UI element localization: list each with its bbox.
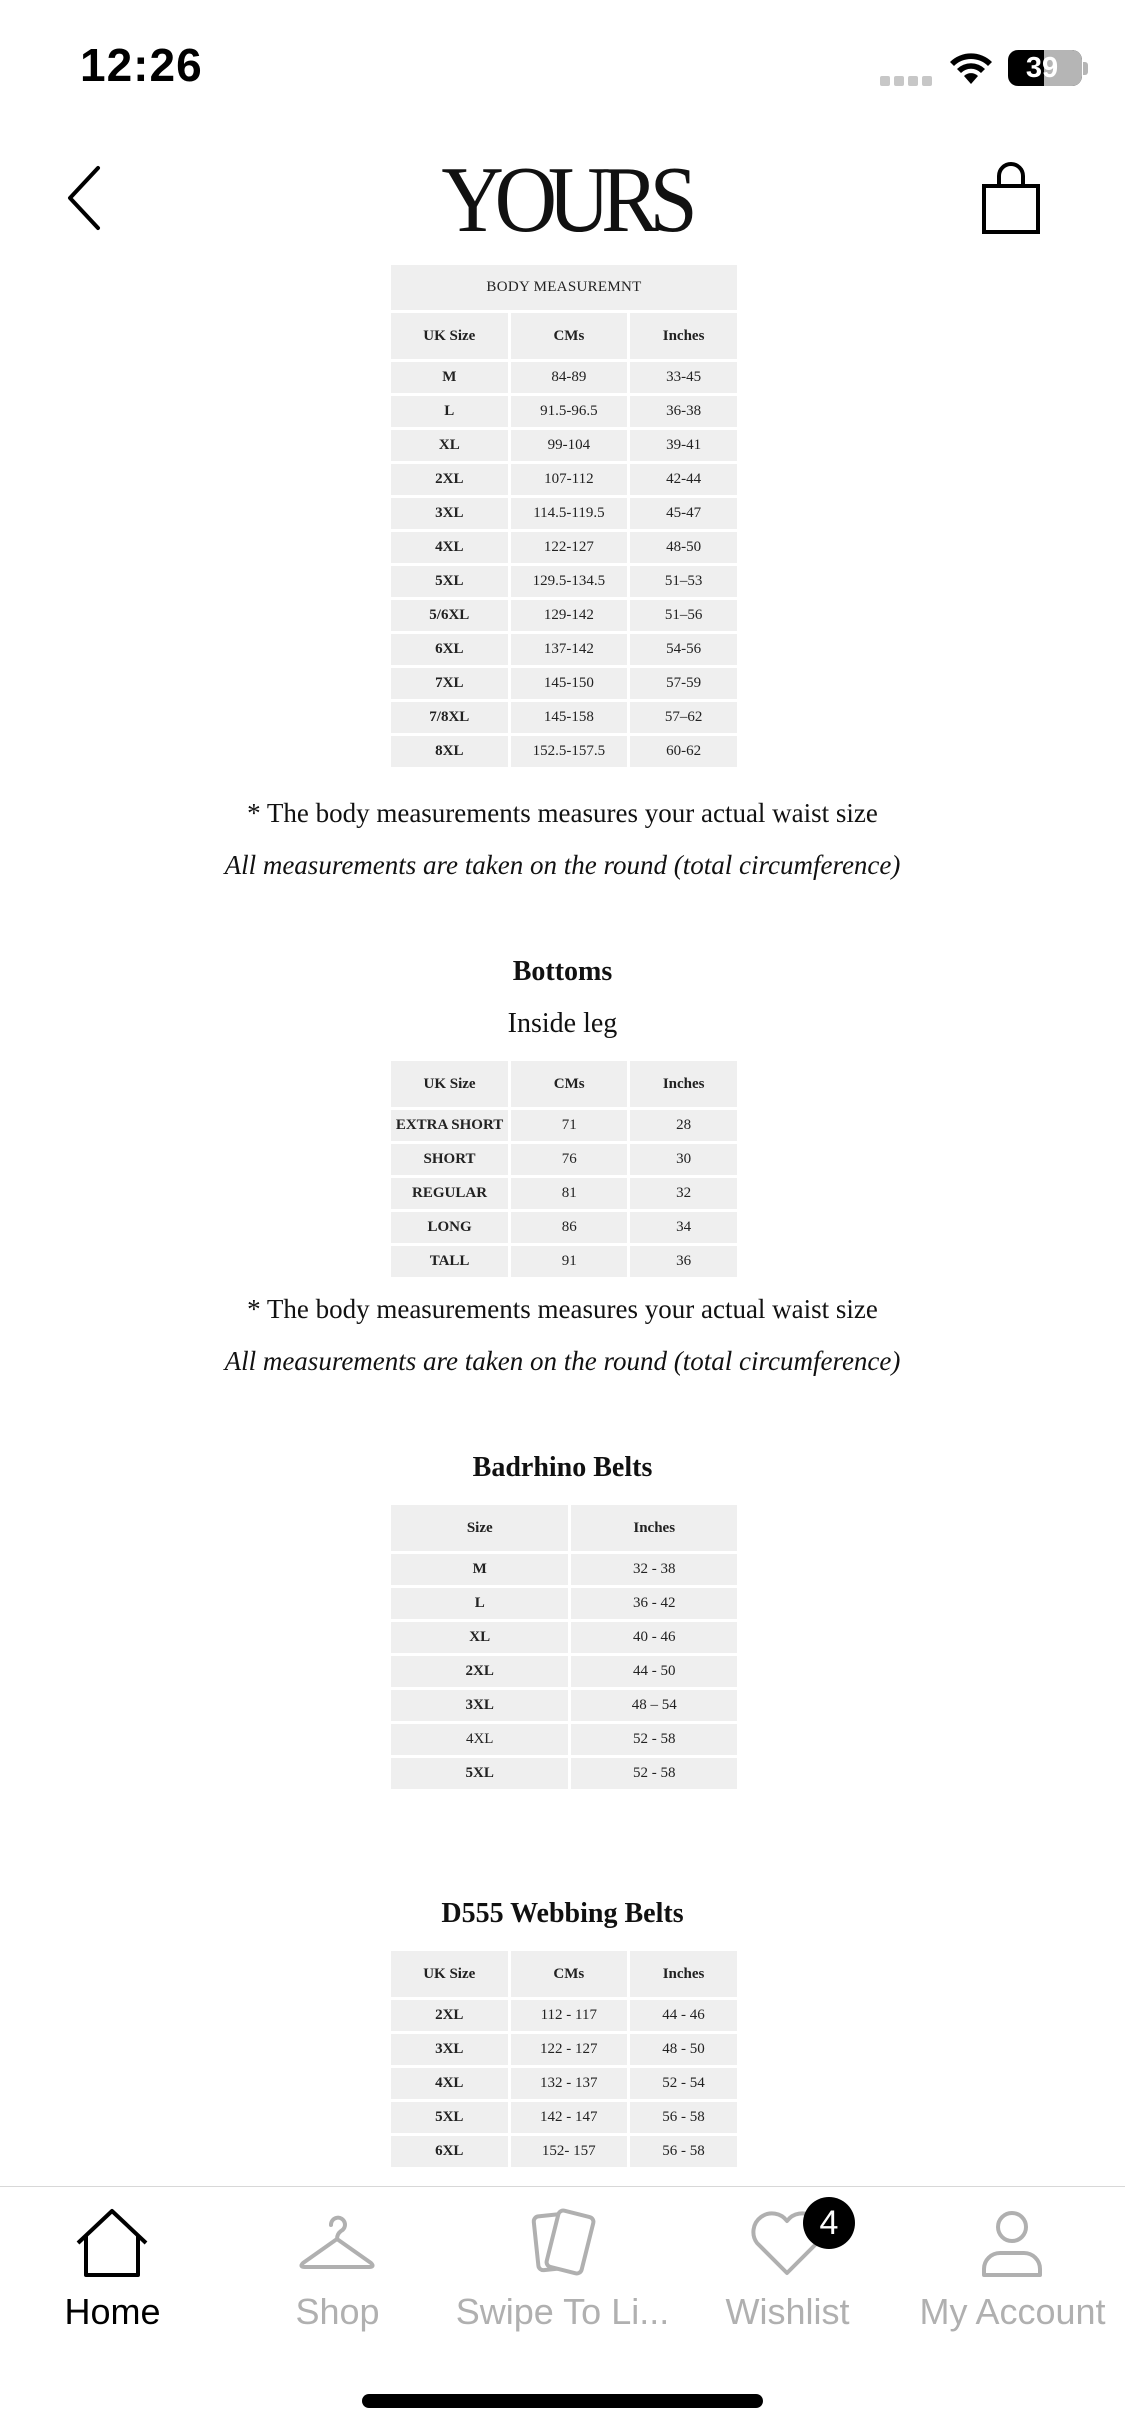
table-cell: 4XL — [391, 1724, 568, 1755]
table-cell: 152.5-157.5 — [511, 736, 628, 767]
nav-home[interactable] — [0, 2187, 225, 2357]
table-row — [391, 1110, 737, 1141]
waist-note: * The body measurements measures your actual waist size — [247, 1294, 878, 1324]
table-cell: M — [391, 1554, 568, 1585]
column-header: Size — [391, 1505, 568, 1551]
column-header: CMs — [511, 313, 628, 359]
table-cell: 52 - 58 — [571, 1724, 737, 1755]
hanger-icon — [297, 2203, 377, 2283]
nav-label: Wishlist — [725, 2291, 850, 2332]
table-cell: 71 — [511, 1110, 627, 1141]
table-cell: 32 — [630, 1178, 737, 1209]
column-header: CMs — [511, 1951, 628, 1997]
table-cell: 86 — [511, 1212, 627, 1243]
table-cell: 7XL — [391, 668, 508, 699]
table-cell: 52 - 58 — [571, 1758, 737, 1789]
table-cell: 56 - 58 — [630, 2102, 737, 2133]
table-cell: 4XL — [391, 2068, 508, 2099]
table-row — [391, 2034, 737, 2065]
status-time: 12:26 — [80, 39, 203, 91]
table-cell: 114.5-119.5 — [511, 498, 628, 529]
home-icon — [72, 2203, 152, 2283]
table-cell: 122-127 — [511, 532, 628, 563]
table-cell: 129-142 — [511, 600, 628, 631]
table-row — [391, 362, 737, 393]
table-cell: 3XL — [391, 1690, 568, 1721]
nav-wishlist[interactable] — [675, 2187, 900, 2357]
table-cell: REGULAR — [391, 1178, 508, 1209]
table-row — [391, 702, 737, 733]
table-row — [391, 1758, 737, 1789]
table-cell: 28 — [630, 1110, 737, 1141]
table-cell: 56 - 58 — [630, 2136, 737, 2167]
section-title-d555-webbing-belts: D555 Webbing Belts — [441, 1898, 684, 1929]
column-header: CMs — [511, 1061, 627, 1107]
d555-webbing-belts-table — [388, 1948, 740, 2170]
table-cell: 8XL — [391, 736, 508, 767]
nav-label: Swipe To Li... — [455, 2291, 670, 2332]
table-row — [391, 736, 737, 767]
table-cell: 91 — [511, 1246, 627, 1277]
table-cell: L — [391, 396, 508, 427]
table-cell: LONG — [391, 1212, 508, 1243]
table-row — [391, 430, 737, 461]
battery-icon — [1008, 50, 1082, 86]
table-row — [391, 1690, 737, 1721]
table-row — [391, 498, 737, 529]
table-cell: 2XL — [391, 1656, 568, 1687]
table-cell: 2XL — [391, 2000, 508, 2031]
column-header: UK Size — [391, 1951, 508, 1997]
table-cell: 42-44 — [630, 464, 737, 495]
table-cell: L — [391, 1588, 568, 1619]
table-cell: 7/8XL — [391, 702, 508, 733]
user-icon — [972, 2203, 1052, 2283]
table-cell: 3XL — [391, 498, 508, 529]
table-row — [391, 464, 737, 495]
table-cell: 48-50 — [630, 532, 737, 563]
swipe-cards-icon — [522, 2203, 602, 2283]
table-cell: 2XL — [391, 464, 508, 495]
battery-nub — [1083, 62, 1088, 75]
nav-label: Home — [64, 2291, 161, 2332]
table-cell: 48 - 50 — [630, 2034, 737, 2065]
table-cell: 52 - 54 — [630, 2068, 737, 2099]
table-cell: 145-158 — [511, 702, 628, 733]
table-cell: 142 - 147 — [511, 2102, 628, 2133]
table-cell: 81 — [511, 1178, 627, 1209]
table-cell: 34 — [630, 1212, 737, 1243]
circumference-note: All measurements are taken on the round (total circumference) — [224, 1346, 901, 1376]
table-cell: XL — [391, 430, 508, 461]
table-row — [391, 634, 737, 665]
section-title-bottoms: Bottoms — [512, 956, 613, 987]
table-cell: 5/6XL — [391, 600, 508, 631]
table-cell: 33-45 — [630, 362, 737, 393]
table-cell: 84-89 — [511, 362, 628, 393]
column-header: Inches — [571, 1505, 737, 1551]
table-cell: 57–62 — [630, 702, 737, 733]
table-row — [391, 1212, 737, 1243]
table-row — [391, 1144, 737, 1175]
column-header: UK Size — [391, 1061, 508, 1107]
table-row — [391, 566, 737, 597]
table-cell: 4XL — [391, 532, 508, 563]
wifi-icon — [948, 50, 994, 86]
table-cell: 60-62 — [630, 736, 737, 767]
table-cell: 5XL — [391, 1758, 568, 1789]
wishlist-count-badge: 4 — [803, 2197, 855, 2249]
nav-label: My Account — [919, 2291, 1106, 2332]
table-cell: 44 - 46 — [630, 2000, 737, 2031]
table-cell: SHORT — [391, 1144, 508, 1175]
table-row — [391, 2102, 737, 2133]
table-cell: 36 — [630, 1246, 737, 1277]
table-cell: 39-41 — [630, 430, 737, 461]
table-row — [391, 1724, 737, 1755]
table-cell: 112 - 117 — [511, 2000, 628, 2031]
table-row — [391, 1656, 737, 1687]
table-cell: TALL — [391, 1246, 508, 1277]
table-row — [391, 668, 737, 699]
nav-swipe-to-like[interactable] — [450, 2187, 675, 2357]
table-row — [391, 1554, 737, 1585]
waist-note: * The body measurements measures your actual waist size — [247, 798, 878, 828]
section-title-badrhino-belts: Badrhino Belts — [472, 1452, 653, 1483]
table-row — [391, 1178, 737, 1209]
table-cell: 5XL — [391, 566, 508, 597]
table-cell: 51–53 — [630, 566, 737, 597]
table-cell: 122 - 127 — [511, 2034, 628, 2065]
table-cell: 145-150 — [511, 668, 628, 699]
body-measurement-table — [388, 262, 740, 770]
table-row — [391, 2000, 737, 2031]
header — [0, 130, 1125, 260]
nav-my-account[interactable] — [900, 2187, 1125, 2357]
table-cell: 99-104 — [511, 430, 628, 461]
table-cell: 152- 157 — [511, 2136, 628, 2167]
table-cell: 44 - 50 — [571, 1656, 737, 1687]
column-header: Inches — [630, 1061, 737, 1107]
table-cell: 57-59 — [630, 668, 737, 699]
table-cell: 6XL — [391, 2136, 508, 2167]
table-cell: 5XL — [391, 2102, 508, 2133]
table-row — [391, 1246, 737, 1277]
table-row — [391, 1622, 737, 1653]
brand-logo[interactable]: YOURS — [441, 148, 689, 252]
table-cell: 3XL — [391, 2034, 508, 2065]
home-indicator — [362, 2394, 763, 2408]
table-row — [391, 532, 737, 563]
nav-label: Shop — [295, 2291, 380, 2332]
table-row — [391, 396, 737, 427]
status-bar — [0, 0, 1125, 130]
table-cell: 36 - 42 — [571, 1588, 737, 1619]
table-cell: 107-112 — [511, 464, 628, 495]
table-cell: 129.5-134.5 — [511, 566, 628, 597]
table-cell: 91.5-96.5 — [511, 396, 628, 427]
cellular-signal-icon — [880, 74, 932, 86]
back-button[interactable] — [56, 160, 116, 236]
table-cell: 40 - 46 — [571, 1622, 737, 1653]
table-cell: XL — [391, 1622, 568, 1653]
table-cell: 45-47 — [630, 498, 737, 529]
circumference-note: All measurements are taken on the round (total circumference) — [224, 850, 901, 880]
badrhino-belts-table — [388, 1502, 740, 1792]
table-row — [391, 1588, 737, 1619]
column-header: Inches — [630, 313, 737, 359]
table-row — [391, 2068, 737, 2099]
table-cell: EXTRA SHORT — [391, 1110, 508, 1141]
table-row — [391, 2136, 737, 2167]
section-subtitle-inside-leg: Inside leg — [507, 1008, 618, 1039]
bottoms-table — [388, 1058, 740, 1280]
table-cell: 36-38 — [630, 396, 737, 427]
table-cell: M — [391, 362, 508, 393]
table-cell: 132 - 137 — [511, 2068, 628, 2099]
column-header: Inches — [630, 1951, 737, 1997]
table-cell: 32 - 38 — [571, 1554, 737, 1585]
nav-shop[interactable] — [225, 2187, 450, 2357]
table-caption: BODY MEASUREMNT — [391, 265, 737, 310]
table-cell: 137-142 — [511, 634, 628, 665]
battery-level: 39 — [1025, 52, 1059, 84]
shopping-bag-icon[interactable] — [978, 160, 1044, 236]
column-header: UK Size — [391, 313, 508, 359]
table-cell: 30 — [630, 1144, 737, 1175]
table-cell: 51–56 — [630, 600, 737, 631]
table-cell: 76 — [511, 1144, 627, 1175]
table-cell: 54-56 — [630, 634, 737, 665]
table-cell: 6XL — [391, 634, 508, 665]
table-row — [391, 600, 737, 631]
table-cell: 48 – 54 — [571, 1690, 737, 1721]
